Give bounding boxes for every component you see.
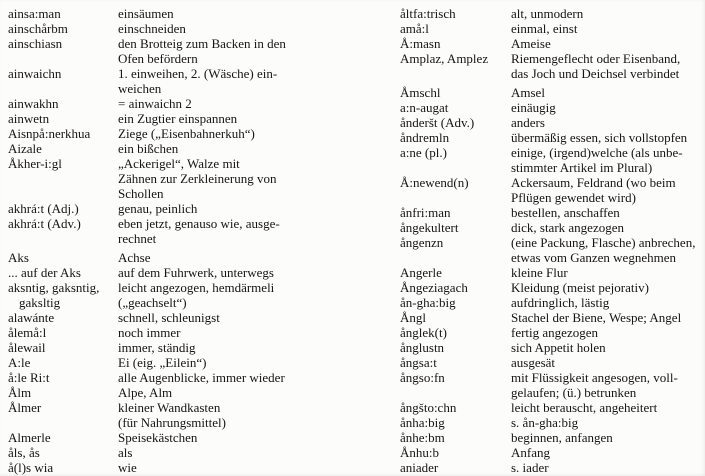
definition: [511, 36, 705, 51]
definition: [118, 36, 354, 66]
dictionary-entry: [400, 370, 705, 400]
dictionary-entry: [400, 445, 705, 460]
headword: [400, 400, 511, 415]
headword: [400, 460, 511, 475]
headword: [400, 235, 511, 250]
headword-text: ainschiasn: [8, 36, 63, 51]
dictionary-entry: [400, 460, 705, 475]
definition-line: alle Augenblicke, immer wieder: [118, 370, 285, 385]
dictionary-entry: [8, 355, 354, 370]
headword-text: Amplaz, Amplez: [400, 51, 489, 66]
headword: [8, 325, 118, 340]
definition: [118, 340, 354, 355]
dictionary-entry: [8, 96, 354, 111]
headword-text: å:le Ri:t: [8, 370, 50, 385]
definition: [511, 175, 705, 205]
definition-line: aufdringlich, lästig: [511, 295, 610, 310]
definition: [118, 126, 354, 141]
dictionary-entry: [8, 201, 354, 216]
definition-line: Ei (eig. „Eilein“): [118, 355, 207, 370]
dictionary-entry: [8, 111, 354, 126]
dictionary-entry: [8, 141, 354, 156]
dictionary-entry: [400, 265, 705, 280]
headword: [400, 295, 511, 310]
headword: [400, 6, 511, 21]
headword: [400, 265, 511, 280]
definition-line: ein bißchen: [118, 141, 179, 156]
headword: [8, 250, 118, 265]
dictionary-entry: [8, 310, 354, 325]
dictionary-entry: [8, 430, 354, 445]
definition-line: Amsel: [511, 85, 545, 100]
headword-text: Ångeziagach: [400, 280, 468, 295]
definition-line: einäugig: [511, 100, 556, 115]
headword-text: Åkher-i:gl: [8, 156, 62, 171]
definition: [118, 460, 354, 475]
definition-line: wie: [118, 460, 137, 475]
definition-line: den Brotteig zum Backen in den: [118, 36, 286, 51]
right-column: [400, 6, 705, 475]
dictionary-entry: [400, 175, 705, 205]
headword-text: Aisnpå:nerkhua: [8, 126, 91, 141]
headword-text: åltfa:trisch: [400, 6, 456, 21]
headword-text: ålemå:l: [8, 325, 47, 340]
dictionary-entry: [400, 295, 705, 310]
definition-line: Ziege („Eisenbahnerkuh“): [118, 126, 255, 141]
dictionary-entry: [8, 21, 354, 36]
headword: [8, 126, 118, 141]
dictionary-entry: [400, 145, 705, 175]
definition: [118, 111, 354, 126]
headword: [8, 445, 118, 460]
definition: [511, 430, 705, 445]
dictionary-entry: [400, 430, 705, 445]
dictionary-entry: [400, 280, 705, 295]
definition: [511, 445, 705, 460]
headword: [400, 100, 511, 115]
headword-text: aksntig, gaksntig,: [8, 280, 100, 295]
dictionary-entry: [400, 85, 705, 100]
definition: [118, 355, 354, 370]
definition-line: „Ackerigel“, Walze mit: [118, 156, 240, 171]
dictionary-entry: [400, 130, 705, 145]
definition: [118, 370, 354, 385]
headword: [400, 430, 511, 445]
definition-line: Stachel der Biene, Wespe; Angel: [511, 310, 682, 325]
headword-text: ånhe:bm: [400, 430, 445, 445]
definition: [511, 370, 705, 400]
definition-line: genau, peinlich: [118, 201, 198, 216]
definition: [511, 460, 705, 475]
headword-text: ainsa:man: [8, 6, 61, 21]
definition-line: sich Appetit holen: [511, 340, 606, 355]
definition: [511, 325, 705, 340]
dictionary-entry: [8, 36, 354, 66]
dictionary-entry: [8, 280, 354, 310]
definition: [118, 445, 354, 460]
definition: [118, 66, 354, 96]
dictionary-entry: [8, 156, 354, 201]
definition: [118, 21, 354, 36]
headword: [400, 370, 511, 385]
definition-line: mit Flüssigkeit angesogen, voll-: [511, 370, 678, 385]
headword: [8, 385, 118, 400]
definition: [511, 265, 705, 280]
definition-line: Zähnen zur Zerkleinerung von: [118, 171, 277, 186]
definition-line: (für Nahrungsmittel): [118, 415, 226, 430]
headword-text: åndremln: [400, 130, 450, 145]
headword-text: ainschårbm: [8, 21, 68, 36]
definition-line: ein Zugtier einspannen: [118, 111, 238, 126]
definition: [118, 216, 354, 246]
definition-line: fertig angezogen: [511, 325, 598, 340]
dictionary-entry: [8, 265, 354, 280]
headword-text: akhrá:t (Adv.): [8, 216, 81, 231]
headword-text: Aks: [8, 250, 29, 265]
headword: [400, 115, 511, 130]
definition: [118, 430, 354, 445]
headword-text: Almerle: [8, 430, 51, 445]
dictionary-entry: [400, 220, 705, 235]
definition-line: alt, unmodern: [511, 6, 584, 21]
headword: [400, 85, 511, 100]
definition-line: etwas vom Ganzen wegnehmen: [511, 250, 676, 265]
headword: [400, 205, 511, 220]
definition-line: = ainwaichn 2: [118, 96, 192, 111]
dictionary-entry: [400, 100, 705, 115]
definition-line: s. ån-gha:big: [511, 415, 579, 430]
headword: [8, 6, 118, 21]
dictionary-entry: [400, 310, 705, 325]
headword: [400, 51, 511, 66]
headword-text: ångšto:chn: [400, 400, 457, 415]
definition: [511, 85, 705, 100]
headword-text: Ålmer: [8, 400, 42, 415]
definition-line: Ackersaum, Feldrand (wo beim: [511, 175, 676, 190]
headword-text: ångekultert: [400, 220, 459, 235]
headword: [400, 220, 511, 235]
headword: [400, 340, 511, 355]
definition-line: Riemengeflecht oder Eisenband,: [511, 51, 681, 66]
definition: [511, 145, 705, 175]
headword: [400, 310, 511, 325]
dictionary-entry: [8, 250, 354, 265]
dictionary-entry: [400, 235, 705, 265]
definition: [511, 355, 705, 370]
dictionary-entry: [400, 325, 705, 340]
definition: [511, 295, 705, 310]
definition-line: (eine Packung, Flasche) anbrechen,: [511, 235, 696, 250]
headword: [400, 325, 511, 340]
dictionary-entry: [400, 115, 705, 130]
headword-text: Å:masn: [400, 36, 441, 51]
dictionary-entry: [400, 21, 705, 36]
headword-text: akhrá:t (Adj.): [8, 201, 79, 216]
headword: [8, 370, 118, 385]
definition-line: Speisekästchen: [118, 430, 198, 445]
dictionary-entry: [8, 325, 354, 340]
headword-text: Ånhu:b: [400, 445, 439, 460]
definition-line: übermäßig essen, sich vollstopfen: [511, 130, 688, 145]
definition: [511, 100, 705, 115]
headword: [400, 145, 511, 160]
definition-line: Anfang: [511, 445, 550, 460]
definition: [511, 310, 705, 325]
definition-line: einsäumen: [118, 6, 174, 21]
headword: [8, 156, 118, 171]
definition: [118, 156, 354, 201]
dictionary-entry: [8, 400, 354, 430]
headword: [8, 111, 118, 126]
headword-text: ainwetn: [8, 111, 50, 126]
headword: [8, 400, 118, 415]
headword: [8, 141, 118, 156]
headword: [8, 216, 118, 231]
dictionary-entry: [8, 460, 354, 475]
dictionary-entry: [8, 126, 354, 141]
definition: [511, 235, 705, 265]
dictionary-entry: [400, 205, 705, 220]
definition: [118, 250, 354, 265]
dictionary-entry: [8, 385, 354, 400]
headword: [400, 175, 511, 190]
headword: [400, 415, 511, 430]
headword-text: aniader: [400, 460, 439, 475]
definition: [118, 96, 354, 111]
definition: [118, 325, 354, 340]
headword-text: Angerle: [400, 265, 442, 280]
headword: [400, 130, 511, 145]
definition-line: einige, (irgend)welche (als unbe-: [511, 145, 683, 160]
definition-line: Alpe, Alm: [118, 385, 173, 400]
definition: [118, 201, 354, 216]
definition: [511, 220, 705, 235]
definition-line: („geachselt“): [118, 295, 187, 310]
definition: [511, 415, 705, 430]
definition-line: Achse: [118, 250, 151, 265]
headword: [8, 460, 118, 475]
definition-line: weichen: [118, 81, 162, 96]
headword: [8, 355, 118, 370]
definition: [511, 115, 705, 130]
definition-line: schnell, schleunigst: [118, 310, 220, 325]
dictionary-entry: [400, 340, 705, 355]
headword: [8, 66, 118, 81]
headword: [8, 96, 118, 111]
headword: [8, 280, 118, 310]
definition: [118, 385, 354, 400]
dictionary-entry: [400, 355, 705, 370]
definition: [511, 21, 705, 36]
headword-text: åls, ås: [8, 445, 40, 460]
headword: [8, 340, 118, 355]
headword-text: ångenzn: [400, 235, 444, 250]
headword: [400, 36, 511, 51]
definition: [118, 6, 354, 21]
definition: [118, 265, 354, 280]
definition-line: anders: [511, 115, 545, 130]
headword: [8, 21, 118, 36]
definition: [511, 400, 705, 415]
headword: [400, 280, 511, 295]
headword-text: Aizale: [8, 141, 42, 156]
dictionary-entry: [8, 66, 354, 96]
definition-line: beginnen, anfangen: [511, 430, 613, 445]
definition-line: kleine Flur: [511, 265, 568, 280]
headword-text: Ålm: [8, 385, 32, 400]
definition: [118, 141, 354, 156]
definition-line: Ameise: [511, 36, 551, 51]
definition-line: Ofen befördern: [118, 51, 198, 66]
headword-text: Ångl: [400, 310, 426, 325]
definition-line: leicht berauscht, angeheitert: [511, 400, 658, 415]
headword-text: ånha:big: [400, 415, 445, 430]
definition-line: immer, ständig: [118, 340, 196, 355]
headword-text: ån-gha:big: [400, 295, 456, 310]
definition: [118, 400, 354, 430]
definition-line: das Joch und Deichsel verbindet: [511, 66, 680, 81]
definition: [511, 51, 705, 81]
headword-text: ånglek(t): [400, 325, 447, 340]
definition-line: gelaufen; (ü.) betrunken: [511, 385, 637, 400]
headword: [8, 36, 118, 51]
definition-line: rechnet: [118, 231, 157, 246]
headword: [8, 310, 118, 325]
headword-text: ålewail: [8, 340, 46, 355]
headword-text: a:ne (pl.): [400, 145, 447, 160]
headword: [8, 201, 118, 216]
headword-text: ånderšt (Adv.): [400, 115, 475, 130]
headword-text: ångsa:t: [400, 355, 437, 370]
definition: [511, 6, 705, 21]
left-column: [8, 6, 354, 475]
dictionary-entry: [400, 400, 705, 415]
definition-line: einmal, einst: [511, 21, 578, 36]
dictionary-entry: [8, 370, 354, 385]
headword-text: ... auf der Aks: [8, 265, 81, 280]
definition-line: kleiner Wandkasten: [118, 400, 221, 415]
definition-line: einschneiden: [118, 21, 186, 36]
definition-line: Kleidung (meist pejorativ): [511, 280, 649, 295]
dictionary-entry: [400, 51, 705, 81]
definition-line: bestellen, anschaffen: [511, 205, 620, 220]
definition: [118, 280, 354, 310]
dictionary-entry: [400, 415, 705, 430]
headword-text: A:le: [8, 355, 31, 370]
definition-line: stimmter Artikel im Plural): [511, 160, 653, 175]
definition-line: ausgesät: [511, 355, 556, 370]
headword-text: ångso:fn: [400, 370, 445, 385]
headword-text: ainwakhn: [8, 96, 59, 111]
headword: [400, 355, 511, 370]
headword: [400, 21, 511, 36]
dictionary-entry: [8, 445, 354, 460]
dictionary-entry: [8, 216, 354, 246]
definition-line: auf dem Fuhrwerk, unterwegs: [118, 265, 274, 280]
headword-text: Å:newend(n): [400, 175, 469, 190]
headword-text: ainwaichn: [8, 66, 62, 81]
definition-line: eben jetzt, genauso wie, ausge-: [118, 216, 280, 231]
definition: [511, 205, 705, 220]
definition-line: als: [118, 445, 133, 460]
definition-line: dick, stark angezogen: [511, 220, 624, 235]
definition: [511, 340, 705, 355]
definition: [511, 280, 705, 295]
headword-continuation: gaksltig: [19, 295, 61, 310]
headword-text: alawánte: [8, 310, 55, 325]
headword-text: ånfri:man: [400, 205, 451, 220]
definition-line: Schollen: [118, 186, 164, 201]
definition-line: 1. einweihen, 2. (Wäsche) ein-: [118, 66, 278, 81]
definition-line: leicht angezogen, hemdärmeli: [118, 280, 275, 295]
headword: [8, 430, 118, 445]
headword-text: ånglustn: [400, 340, 445, 355]
dictionary-entry: [8, 6, 354, 21]
headword: [400, 445, 511, 460]
dictionary-entry: [400, 6, 705, 21]
definition-line: Pflügen gewendet wird): [511, 190, 636, 205]
dictionary-entry: [8, 340, 354, 355]
headword-text: Åmschl: [400, 85, 441, 100]
headword: [8, 265, 118, 280]
definition-line: s. iader: [511, 460, 549, 475]
headword-text: amå:l: [400, 21, 429, 36]
definition: [118, 310, 354, 325]
definition-line: noch immer: [118, 325, 181, 340]
dictionary-entry: [400, 36, 705, 51]
definition: [511, 130, 705, 145]
headword-text: a:n-augat: [400, 100, 449, 115]
headword-text: å(l)s wia: [8, 460, 54, 475]
